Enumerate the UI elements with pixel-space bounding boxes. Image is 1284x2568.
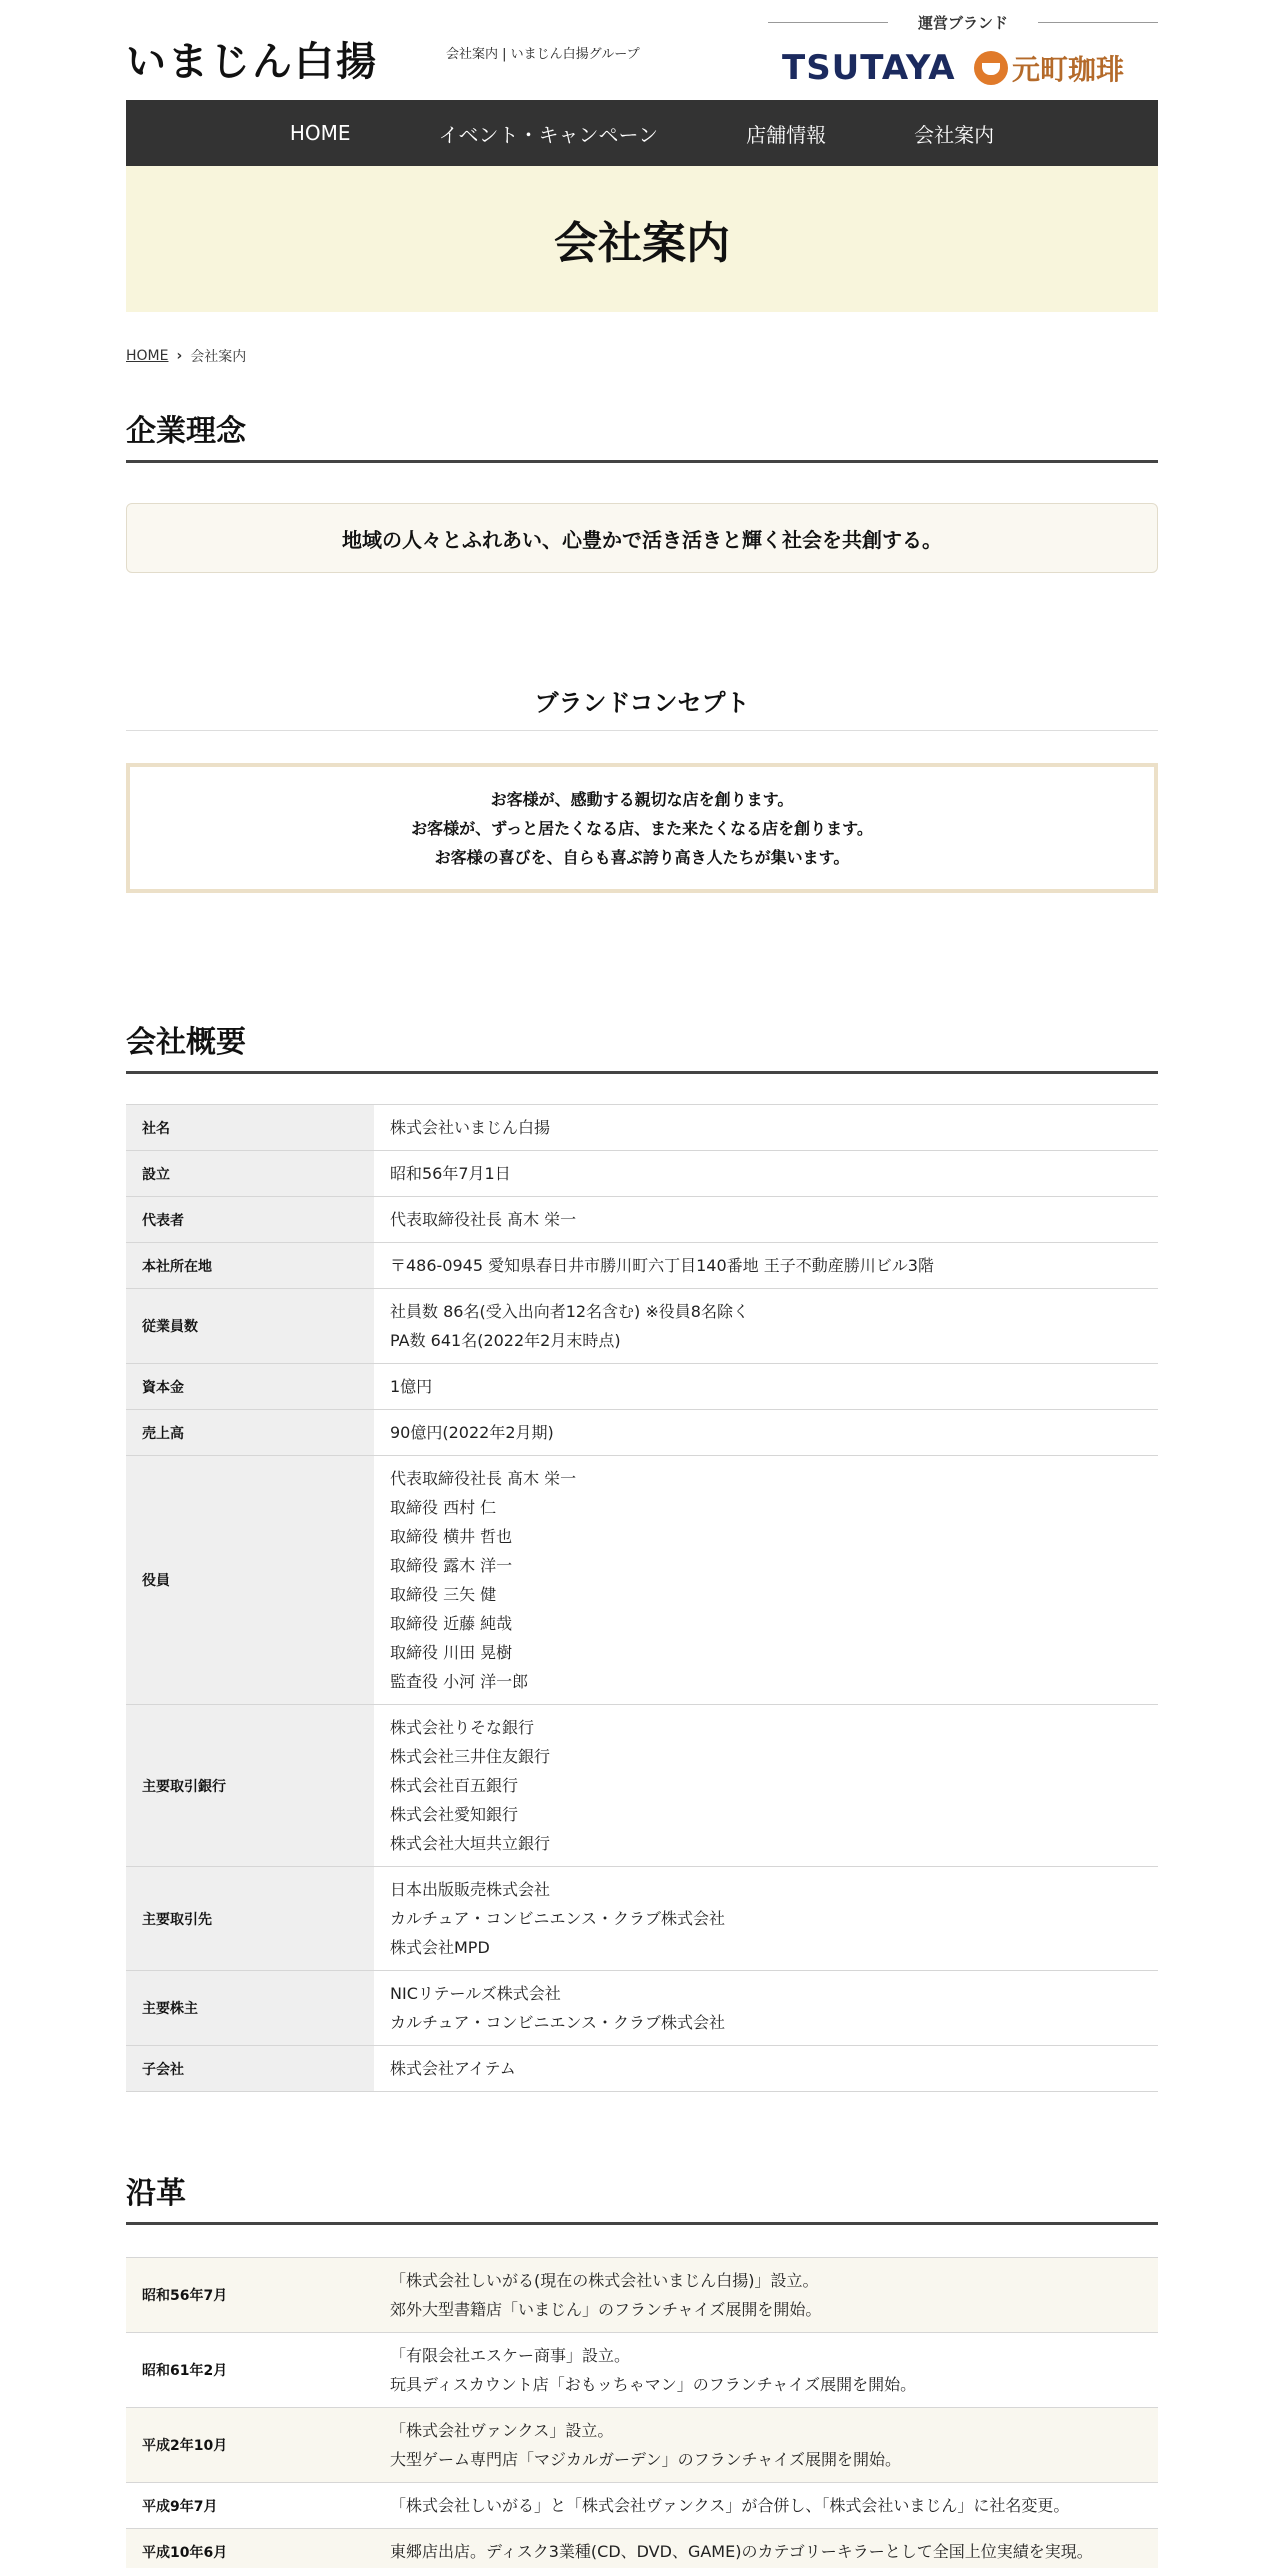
overview-row-value-line: 株式会社アイテム: [390, 2059, 516, 2078]
overview-row-label: 子会社: [126, 2046, 374, 2092]
overview-row-value: [374, 1410, 1158, 1456]
overview-row-value-line: 90億円(2022年2月期): [390, 1423, 554, 1442]
history-row: [126, 2529, 1158, 2568]
overview-row-value: [374, 1867, 1158, 1971]
history-row: [126, 2483, 1158, 2529]
brand-divider-right: [1038, 22, 1158, 23]
global-nav: [126, 100, 1158, 166]
site-logo[interactable]: いまじん白揚: [126, 38, 378, 85]
overview-row-value: [374, 1971, 1158, 2046]
overview-row-value: [374, 1151, 1158, 1197]
philosophy-statement: 地域の人々とふれあい、心豊かで活き活きと輝く社会を共創する。: [126, 503, 1158, 573]
history-row-value-line: 「株式会社ヴァンクス」設立。: [390, 2421, 614, 2440]
overview-row-label: 本社所在地: [126, 1243, 374, 1289]
overview-row-value-line: 監査役 小河 洋一郎: [390, 1672, 529, 1691]
overview-row-value-line: 取締役 近藤 純哉: [390, 1614, 513, 1633]
overview-row-value-line: 株式会社いまじん白揚: [390, 1118, 551, 1137]
nav-home[interactable]: HOME: [289, 121, 351, 145]
philosophy-heading: 企業理念: [126, 406, 1158, 463]
brand-concept-line: お客様が、感動する親切な店を創ります。: [490, 789, 794, 809]
brand-concept-line: お客様が、ずっと居たくなる店、また来たくなる店を創ります。: [411, 818, 873, 838]
overview-row: [126, 1243, 1158, 1289]
company-overview-section: [126, 1017, 1158, 2092]
overview-row-value-line: 株式会社三井住友銀行: [390, 1747, 551, 1766]
company-overview-table: [126, 1104, 1158, 2092]
overview-row-value-line: カルチュア・コンビニエンス・クラブ株式会社: [390, 1909, 726, 1928]
overview-row: [126, 1410, 1158, 1456]
overview-row-label: 従業員数: [126, 1289, 374, 1364]
overview-row: [126, 1867, 1158, 1971]
overview-row-label: 社名: [126, 1105, 374, 1151]
overview-row-value: [374, 1243, 1158, 1289]
overview-row-value: [374, 1705, 1158, 1867]
overview-row-label: 主要株主: [126, 1971, 374, 2046]
motomachi-coffee-logo[interactable]: [974, 48, 1124, 88]
overview-row: [126, 1197, 1158, 1243]
overview-row-value-line: カルチュア・コンビニエンス・クラブ株式会社: [390, 2013, 726, 2032]
history-row-value: [374, 2258, 1158, 2333]
overview-row-label: 代表者: [126, 1197, 374, 1243]
brand-concept-heading: ブランドコンセプト: [126, 683, 1158, 731]
brand-concept-box: [126, 763, 1158, 893]
history-row-value-line: 東郷店出店。ディスク3業種(CD、DVD、GAME)のカテゴリーキラーとして全国上位実績を実現。: [390, 2542, 1093, 2561]
brand-concept-section: [126, 683, 1158, 893]
history-row-value-line: 「株式会社しいがる」と「株式会社ヴァンクス」が合併し、「株式会社いまじん」に社名変更。: [390, 2496, 1070, 2515]
history-row: [126, 2408, 1158, 2483]
overview-row-value-line: 〒486-0945 愛知県春日井市勝川町六丁目140番地 王子不動産勝川ビル3階: [390, 1256, 934, 1275]
overview-row-label: 資本金: [126, 1364, 374, 1410]
history-row-value-line: 玩具ディスカウント店「おもッちゃマン」のフランチャイズ展開を開始。: [390, 2375, 917, 2394]
overview-row-value-line: NICリテールズ株式会社: [390, 1984, 561, 2003]
nav-stores[interactable]: 店舗情報: [746, 122, 827, 147]
history-row-value: [374, 2333, 1158, 2408]
overview-row: [126, 1456, 1158, 1705]
overview-row-value-line: 株式会社大垣共立銀行: [390, 1834, 551, 1853]
history-row: [126, 2258, 1158, 2333]
history-heading: 沿革: [126, 2168, 1158, 2225]
history-row-value-line: 「有限会社エスケー商事」設立。: [390, 2346, 631, 2365]
history-row-value: [374, 2529, 1158, 2568]
history-row-label: 平成10年6月: [126, 2529, 374, 2568]
overview-row-value-line: 代表取締役社長 髙木 栄一: [390, 1210, 577, 1229]
history-row-value-line: 大型ゲーム専門店「マジカルガーデン」のフランチャイズ展開を開始。: [390, 2450, 902, 2469]
site-tagline: 会社案内 | いまじん白揚グループ: [446, 47, 640, 62]
overview-row-value: [374, 1364, 1158, 1410]
overview-row: [126, 1151, 1158, 1197]
overview-row-value-line: 取締役 川田 晃樹: [390, 1643, 513, 1662]
overview-row-value-line: 株式会社MPD: [390, 1938, 490, 1957]
overview-row-value: [374, 1105, 1158, 1151]
overview-row-value: [374, 1456, 1158, 1705]
overview-row-value-line: 取締役 露木 洋一: [390, 1556, 513, 1575]
operating-brands-title: 運営ブランド: [917, 14, 1008, 32]
history-row-value: [374, 2483, 1158, 2529]
overview-row-value-line: 1億円: [390, 1377, 433, 1396]
overview-row-value-line: 社員数 86名(受入出向者12名含む) ※役員8名除く: [390, 1302, 749, 1321]
overview-row-value: [374, 2046, 1158, 2092]
overview-row-value-line: 株式会社愛知銀行: [390, 1805, 519, 1824]
overview-row-value-line: 代表取締役社長 髙木 栄一: [390, 1469, 577, 1488]
overview-row-value: [374, 1197, 1158, 1243]
nav-company[interactable]: 会社案内: [914, 122, 995, 147]
overview-row-label: 主要取引銀行: [126, 1705, 374, 1867]
motomachi-coffee-label: 元町珈琲: [1012, 53, 1125, 86]
history-row: [126, 2333, 1158, 2408]
history-row-label: 平成9年7月: [126, 2483, 374, 2529]
overview-row-label: 設立: [126, 1151, 374, 1197]
philosophy-section: [126, 406, 1158, 573]
overview-row: [126, 1971, 1158, 2046]
brand-concept-line: お客様の喜びを、自らも喜ぶ誇り高き人たちが集います。: [434, 847, 850, 867]
overview-row-value-line: 日本出版販売株式会社: [390, 1880, 551, 1899]
page-hero: [126, 166, 1158, 312]
history-row-label: 昭和56年7月: [126, 2258, 374, 2333]
overview-row-label: 主要取引先: [126, 1867, 374, 1971]
overview-row: [126, 1705, 1158, 1867]
overview-row-value-line: 取締役 西村 仁: [390, 1498, 497, 1517]
overview-row: [126, 1289, 1158, 1364]
chevron-right-icon: ›: [176, 348, 183, 364]
history-section: [126, 2168, 1158, 2568]
overview-row-label: 売上高: [126, 1410, 374, 1456]
overview-row-value-line: 取締役 横井 哲也: [390, 1527, 513, 1546]
overview-row: [126, 2046, 1158, 2092]
overview-row: [126, 1105, 1158, 1151]
history-row-value-line: 「株式会社しいがる(現在の株式会社いまじん白揚)」設立。: [390, 2271, 819, 2290]
overview-row-value-line: 株式会社百五銀行: [390, 1776, 519, 1795]
breadcrumb-current: 会社案内: [190, 349, 247, 365]
history-row-value-line: 郊外大型書籍店「いまじん」のフランチャイズ展開を開始。: [390, 2300, 822, 2319]
operating-brands: [768, 12, 1158, 92]
site-header: [126, 0, 1158, 100]
overview-row-value-line: 株式会社りそな銀行: [390, 1718, 535, 1737]
overview-row-label: 役員: [126, 1456, 374, 1705]
nav-events[interactable]: イベント・キャンペーン: [438, 122, 659, 147]
history-row-label: 昭和61年2月: [126, 2333, 374, 2408]
history-row-label: 平成2年10月: [126, 2408, 374, 2483]
breadcrumb: [126, 346, 1158, 366]
page-title: 会社案内: [554, 218, 730, 269]
overview-row-value-line: 昭和56年7月1日: [390, 1164, 511, 1183]
overview-row-value-line: PA数 641名(2022年2月末時点): [390, 1331, 621, 1350]
breadcrumb-home[interactable]: HOME: [126, 348, 169, 364]
overview-row-value-line: 取締役 三矢 健: [390, 1585, 497, 1604]
history-table: [126, 2257, 1158, 2568]
history-row-value: [374, 2408, 1158, 2483]
tsutaya-logo[interactable]: TSUTAYA: [782, 48, 956, 88]
coffee-cup-icon: [974, 51, 1008, 85]
company-overview-heading: 会社概要: [126, 1017, 1158, 1074]
overview-row: [126, 1364, 1158, 1410]
overview-row-value: [374, 1289, 1158, 1364]
